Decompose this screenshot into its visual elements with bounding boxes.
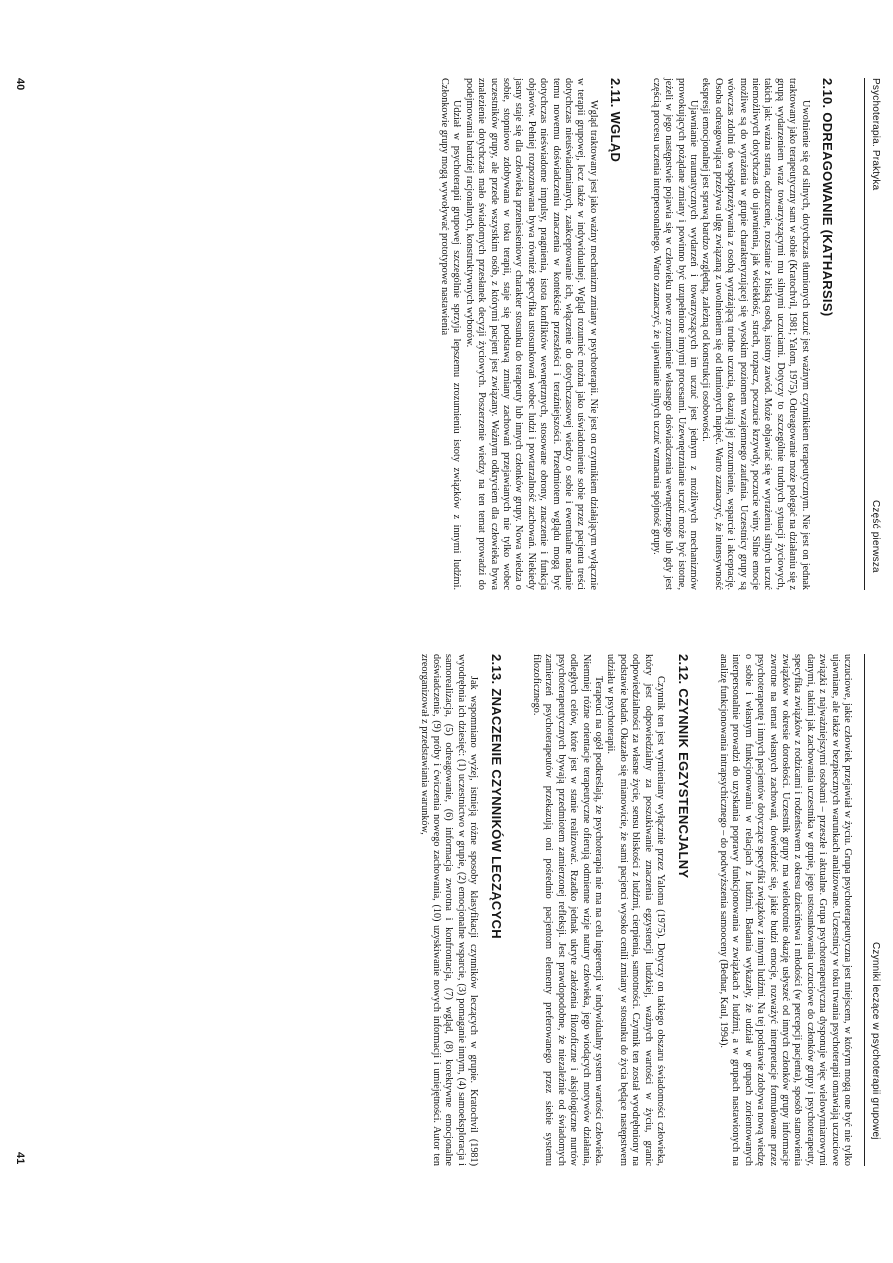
section-title-znaczenie: 2.13. ZNACZENIE CZYNNIKÓW LECZĄCYCH: [488, 654, 504, 939]
header-rule: [864, 78, 865, 590]
running-header-section: Część pierwsza: [870, 500, 881, 573]
paragraph: Jak wspomniano wyżej, istnieją różne sposoby klasyfikacji czynników leczących w grupie. Kratochvil (1981) wyodrębnia ich dziesięć: (1) uczestnictwo w grupie, (2) emocjonalne wsparcie, (3) pomaganie innym, (4) samoeksploracja i samorealizacja, (5) odreagowanie, (6) informacja zwrotna i konfrontacja, (7) wgląd, (8) korektywne emocjonalne doświadczenie, (9) próby i ćwiczenia nowego zachowania, (10) uzyskiwanie nowych informacji i umiejętności. Autor ten zreorganizował z przedstawiania warunków,: [418, 654, 480, 1166]
left-page: [0, 0, 893, 631]
section-title-egzystencjalny: 2.12. CZYNNIK EGZYSTENCJALNY: [675, 654, 691, 879]
page-number-right: 41: [14, 1152, 26, 1165]
paragraph: Uwolnienie się od silnych, dotychczas tłumionych uczuć jest ważnym czynnikiem terapeutycznym. Nie jest on jednak traktowany jako terapeutyczny sam w sobie (Kratochvil, 1981; Yalom, 1975). Odreagowanie może polegać na działaniu się z grupą wydarzeniem wraz towarzyszącymi mu silnymi uczuciami. Dotyczy to szczególnie trudnych sytuacji życiowych, takich jak: ważna strata, odrzucenie, rozstanie z bliską osobą, istotny zawód. Może objawiać się w wyrażeniu silnych uczuć niemożliwych dotychczas do ujawnienia, jak wściekłość, strach, rozpacz, poczucie krzywdy, poczucie winy. Silne emocje możliwe są do wyrażenia w grupie charakteryzującej się wysokim poziomem wzajemnego zaufania. Uczestnicy grupy są wówczas zdolni do współprzeżywania z osobą wyrażającą trudne uczucia, okazują jej zrozumienie, wsparcie i akceptację. Osoba odreagowująca przeżywa ulgę związaną z uwolnieniem się od tłumionych napięć. Warto zaznaczyć, że intensywność ekspresji emocjonalnej jest sprawą bardzo względną, zależną od konstrukcji osobowości.: [700, 78, 811, 590]
running-header-right: Czynniki leczące w psychoterapii grupowej: [870, 942, 881, 1140]
paragraph: Wgląd traktowany jest jako ważny mechanizm zmiany w psychoterapii. Nie jest on czynnikiem działającym wyłącznie w terapii grupowej, lecz także w indywidualnej. Wgląd rozumieć można jako uświadomienie sobie przez pacjenta treści dotychczas nieuświadamianych, zaakceptowanie ich, włączenie do dotychczasowej wiedzy o sobie i ewentualne nadanie temu nowemu doświadczeniu znaczenia w kontekście przeszłości i teraźniejszości. Przedmiotem wglądu mogą być dotychczas nieświadome impulsy, pragnienia, istota konfliktów wewnętrznych, stosowane obrony, znaczenie i funkcja objawów. Pełniej rozpoznawana bywa również specyfika ustosunkowań wobec ludzi i powtarzalność zachowań. Niekiedy jasny staje się dla człowieka przeniesieniowy charakter stosunku do terapeuty lub innych członków grupy. Nowa wiedza o sobie, stopniowo zdobywana w toku terapii, staje się podstawą zmiany zachowań przejawianych nie tylko wobec uczestników grupy, ale przede wszystkim osób, z którymi pacjent jest związany. Ważnym odkryciem dla człowieka bywa znalezienie dotychczas mało świadomych przesłanek decyzji życiowych. Poszerzenie wiedzy na ten temat prowadzi do podejmowania bardziej racjonalnych, konstruktywnych wyborów.: [463, 78, 599, 590]
section-title-wglad: 2.11. WGLĄD: [608, 78, 624, 163]
right-page: [0, 632, 893, 1263]
right-text-column: [417, 654, 853, 1166]
paragraph: Czynnik ten jest wymieniany wyłącznie przez Yaloma (1975). Dotyczy on takiego obszaru świadomości człowieka, który jest odpowiedzialny za poszukiwanie znaczenia egzystencji ludzkiej, ważnych wartości w życiu, granic odpowiedzialności za własne życie, sensu bliskości z ludźmi, cierpienia, samotności. Czynnik ten został wyodrębniony na podstawie badań. Okazało się mianowicie, że sami pacjenci wysoko cenili zmiany w stosunku do życia będące następstwem udziału w psychoterapii.: [605, 654, 667, 1166]
section-title-katharsis: 2.10. ODREAGOWANIE (KATHARSIS): [820, 78, 835, 317]
paragraph: Terapeuci na ogół podkreślają, że psychoterapia nie ma na celu ingerencji w indywidualny system wartości człowieka. Niemniej różne orientacje terapeutyczne ofierują odmienne wizje natury człowieka, jego wiodących motywów działania, odległych celów, które jest w stanie realizować. Rzadko jednak ukryte założenia filozoficzne i aksjologiczne nurtów psychoterapeutycznych bywają przedmiotem zamierzonej refleksji. Jest prawdopodobne, że niezależnie od świadomych zamierzeń psychoterapeutów przekazują oni pośrednio pacjentom elementy preferowanego przez siebie systemu filozoficznego.: [531, 654, 605, 1166]
paragraph: uczuciowe, jakie człowiek przejawiał w życiu. Grupa psychoterapeutyczna jest miejscem, w którym mogą one być nie tylko ujawniane, ale także w bezpiecznych warunkach analizowane. Uczestnicy w toku trwania psychoterapii omawiają uczuciowe związki z najważniejszymi osobami – przeszłe i aktualne. Grupa psychoterapeutyczna dysponuje więc wielowymiarowymi danymi, takimi jak zachowania uczestnika w grupie, jego ustosunkowania uczuciowe do członków grupy i psychoterapeuty, specyfika związków z rodzicami i rodzeństwem z okresu dzieciństwa i młodości (w percepcji pacjenta), sposób stanowienia związków w okresie dorosłości. Uczestnik grupy ma wielokrotnie okazję usłyszeć od innych członków grupy informacje zwrotne na temat własnych zachowań, dowiedzieć się, jakie budzi emocje, rozważyć interpretacje formułowane przez psychoterapeutę i innych pacjentów dotyczące specyfiki związków z innymi ludźmi. Na tej podstawie zdobywa nową wiedzę o sobie i własnym funkcjonowaniu w relacjach z ludźmi. Badania wykazały, że udział w grupach zorientowanych interpersonalnie prowadzi do uzyskania poprawy funkcjonowania w związkach z ludźmi, a w grupach nastawionych na analizę funkcjonowania intrapsychicznego – do podwyższenia samooceny (Bednar, Kaul, 1994).: [717, 654, 853, 1166]
paragraph: Ujawnianie traumatycznych wydarzeń i towarzyszących im uczuć jest jednym z możliwych mechanizmów prowokujących pożądane zmiany i powinno być uzupełnione innymi procesami. Uzewnętrznianie uczuć może być istotne, jeżeli w jego następstwie pojawia się w człowieku nowe zrozumienie własnego doświadczenia wewnętrznego lub gdy jest częścią procesu uczenia interpersonalnego. Warto zaznaczyć, że ujawnianie silnych uczuć wzmacnia spójność grupy.: [650, 78, 699, 590]
left-text-column: [438, 78, 853, 590]
page-number-left: 40: [14, 78, 26, 91]
paragraph: Udział w psychoterapii grupowej szczególnie sprzyja lepszemu zrozumieniu istoty związków z innymi ludźmi. Członkowie grupy mogą wywoływać prototypowe nastawienia: [439, 78, 463, 590]
running-header-left: Psychoterapia. Praktyka: [870, 78, 881, 191]
header-rule: [864, 654, 865, 1166]
